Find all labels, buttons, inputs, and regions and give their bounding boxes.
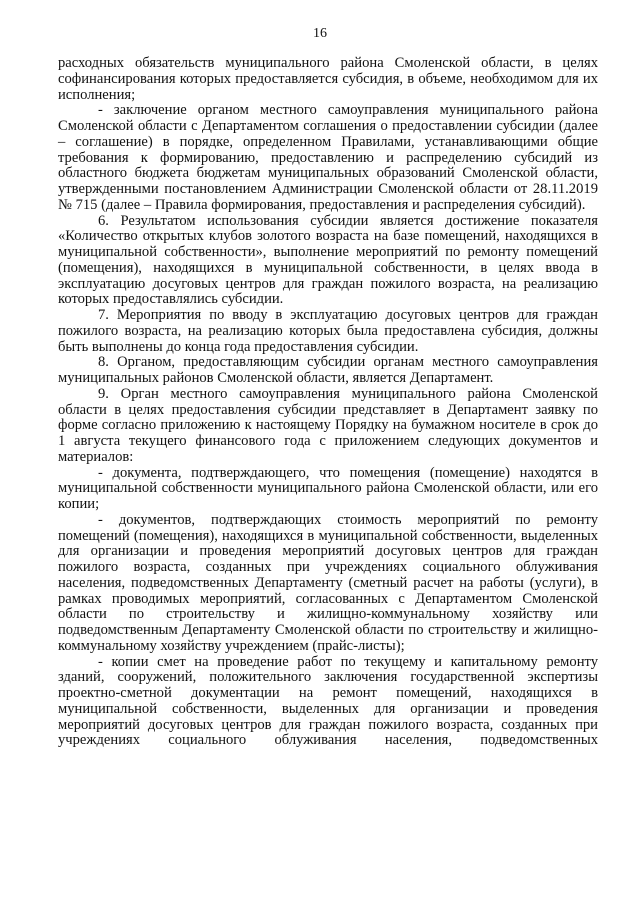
paragraph-continuation: расходных обязательств муниципального района Смоленской области, в целях софинансирования которых предоставляется субсидия, в объеме, необходимом для их исполнения; xyxy=(58,55,598,103)
paragraph-ownership-document: - документа, подтверждающего, что помещения (помещение) находятся в муниципальной собственности муниципального района Смоленской области, или его копии; xyxy=(58,464,598,512)
paragraph-item-8-authority: 8. Органом, предоставляющим субсидии органам местного самоуправления муниципальных районов Смоленской области, является Департамент. xyxy=(58,354,598,386)
document-body xyxy=(58,56,598,749)
paragraph-item-6-result: 6. Результатом использования субсидии является достижение показателя «Количество открытых клубов золотого возраста на базе помещений, находящихся в муниципальной собственности», выполнение мероприятий по ремонту помещений (помещения), находящихся в муниципальной собственности, в целях ввода в эксплуатацию досуговых центров для граждан пожилого возраста, на реализацию которых предоставлялись субсидии. xyxy=(58,212,598,308)
page-number: 16 xyxy=(313,26,327,41)
paragraph-item-9-application: 9. Орган местного самоуправления муниципального района Смоленской области в целях предоставления субсидии представляет в Департамент заявку по форме согласно приложению к настоящему Порядку на бумажном носителе в срок до 1 августа текущего финансового года с приложением следующих документов и материалов: xyxy=(58,385,598,465)
paragraph-item-7-deadline: 7. Мероприятия по вводу в эксплуатацию досуговых центров для граждан пожилого возраста, на реализацию которых была предоставлена субсидия, должны быть выполнены до конца года предоставления субсидии. xyxy=(58,307,598,355)
paragraph-estimate-copies: - копии смет на проведение работ по текущему и капитальному ремонту зданий, сооружений, положительного заключения государственной экспертизы проектно-сметной документации на ремонт помещений, находящихся в муниципальной собственности, выделенных для организации и проведения мероприятий досуговых центров для граждан пожилого возраста, созданных при учреждениях социального облуживания населения, подведомственных xyxy=(58,653,598,749)
paragraph-cost-documents: - документов, подтверждающих стоимость мероприятий по ремонту помещений (помещения), находящихся в муниципальной собственности, выделенных для организации и проведения мероприятий досуговых центров для граждан пожилого возраста, созданных при учреждениях социального облуживания населения, подведомственных Департаменту (сметный расчет на работы (услуги), в рамках проводимых мероприятий, согласованных с Департаментом Смоленской области по строительству и жилищно-коммунальному хозяйству или подведомственным Департаменту Смоленской области по строительству и жилищно-коммунальному хозяйству учреждением (прайс-листы); xyxy=(58,511,598,654)
paragraph-agreement-condition: - заключение органом местного самоуправления муниципального района Смоленской области с Департаментом соглашения о предоставлении субсидии (далее – соглашение) в порядке, определенном Правилами, устанавливающими общие требования к формированию, предоставлению и распределению субсидий из областного бюджета бюджетам муниципальных образований Смоленской области, утвержденными постановлением Администрации Смоленской области от 28.11.2019 № 715 (далее – Правила формирования, предоставления и распределения субсидий). xyxy=(58,102,598,213)
